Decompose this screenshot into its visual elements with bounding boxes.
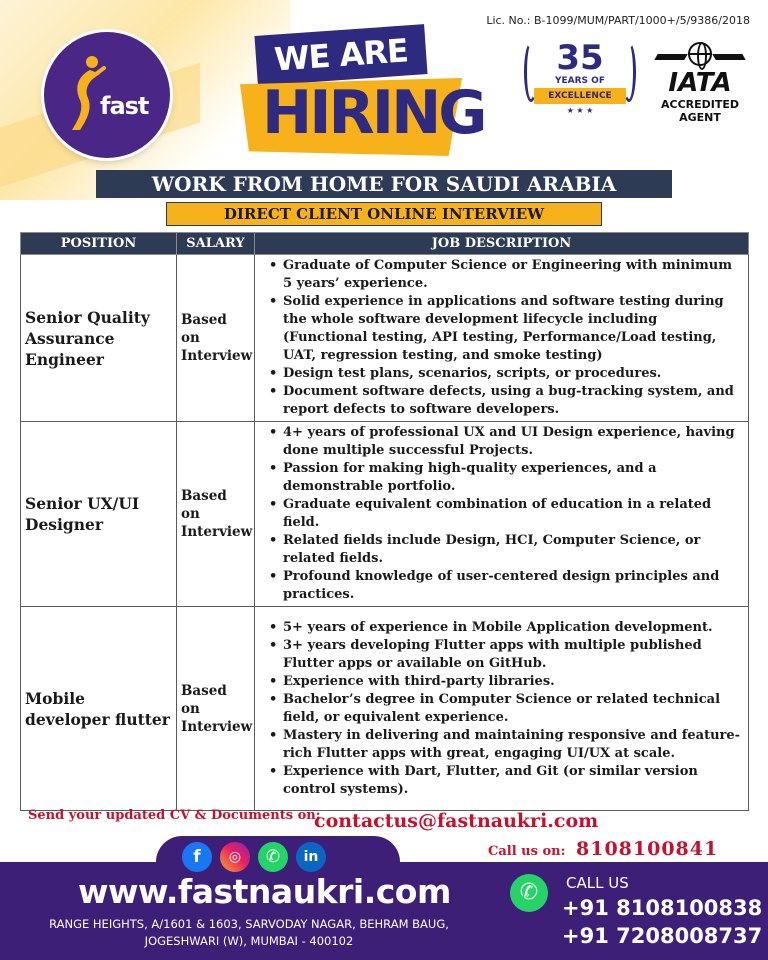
jobs-table: [20, 232, 749, 811]
address-line-1: RANGE HEIGHTS, A/1601 & 1603, SARVODAY NAGAR, BEHRAM BAUG,: [49, 917, 449, 931]
description-bullet: • Bachelor’s degree in Computer Science or related technical field, or equivalent experience.: [269, 691, 744, 727]
description-bullet: • Design test plans, scenarios, scripts, or procedures.: [269, 365, 744, 383]
position-cell: Senior Quality Assurance Engineer: [21, 255, 177, 422]
table-row: [21, 607, 749, 811]
footer-call-us-label: CALL US: [566, 874, 629, 892]
call-us-label: Call us on:: [488, 844, 566, 859]
linkedin-icon[interactable]: in: [296, 842, 326, 872]
description-bullet: • Solid experience in applications and software testing during the whole software development lifecycle including (Functional testing, API testing, Performance/Load testing, UAT, regression testing, and smoke testing): [269, 293, 744, 365]
description-cell: [255, 422, 749, 607]
description-bullet: • Document software defects, using a bug-tracking system, and report defects to software developers.: [269, 383, 744, 419]
position-cell: Mobile developer flutter: [21, 607, 177, 811]
footer-phone-1[interactable]: +91 8108100838: [562, 896, 763, 920]
badge-excellence-ribbon: EXCELLENCE: [534, 88, 626, 104]
logo-word: fast: [100, 92, 149, 120]
badge-years-number: 35: [556, 38, 604, 78]
description-bullet: • Experience with third-party libraries.: [269, 673, 744, 691]
description-list: [269, 257, 744, 419]
contact-email[interactable]: contactus@fastnaukri.com: [314, 810, 599, 832]
salary-cell: Based on Interview: [177, 607, 255, 811]
description-bullet: • Graduate of Computer Science or Engineering with minimum 5 years’ experience.: [269, 257, 744, 293]
badge-years-of: YEARS OF: [555, 76, 605, 86]
iata-name: IATA: [668, 68, 732, 98]
salary-cell: Based on Interview: [177, 422, 255, 607]
iata-logo: [650, 40, 750, 124]
salary-cell: Based on Interview: [177, 255, 255, 422]
description-bullet: • Profound knowledge of user-centered design principles and practices.: [269, 568, 744, 604]
description-bullet: • Graduate equivalent combination of education in a related field.: [269, 496, 744, 532]
description-bullet: • Related fields include Design, HCI, Computer Science, or related fields.: [269, 532, 744, 568]
header-salary: SALARY: [177, 233, 255, 255]
footer-phone-2[interactable]: +91 7208008737: [562, 924, 763, 948]
description-cell: [255, 255, 749, 422]
phone-icon: ✆: [510, 874, 548, 912]
send-cv-label: Send your updated CV & Documents on:: [28, 808, 321, 823]
call-number[interactable]: 8108100841: [576, 838, 719, 860]
license-number: Lic. No.: B-1099/MUM/PART/1000+/5/9386/2018: [486, 14, 750, 27]
address-line-2: JOGESHWARI (W), MUMBAI - 400102: [144, 934, 354, 948]
we-are-label: WE ARE: [254, 24, 427, 86]
iata-accredited-agent: ACCREDITED AGENT: [660, 98, 739, 124]
instagram-icon[interactable]: ◎: [220, 842, 250, 872]
iata-wing-icon: [654, 54, 687, 60]
hiring-label: HIRING: [262, 78, 485, 148]
description-bullet: • 3+ years developing Flutter apps with multiple published Flutter apps or available on GitHub.: [269, 637, 744, 673]
iata-globe-icon: [688, 42, 712, 66]
whatsapp-icon[interactable]: ✆: [258, 842, 288, 872]
iata-wing-icon: [712, 54, 745, 60]
description-bullet: • 5+ years of experience in Mobile Application development.: [269, 619, 744, 637]
description-bullet: • Passion for making high-quality experiences, and a demonstrable portfolio.: [269, 460, 744, 496]
description-list: [269, 619, 744, 799]
page-subtitle: DIRECT CLIENT ONLINE INTERVIEW: [166, 202, 602, 226]
table-row: [21, 422, 749, 607]
description-list: [269, 424, 744, 604]
header-position: POSITION: [21, 233, 177, 255]
description-bullet: • 4+ years of professional UX and UI Design experience, having done multiple successful Projects.: [269, 424, 744, 460]
table-header-row: [21, 233, 749, 255]
facebook-icon[interactable]: f: [182, 842, 212, 872]
badge-stars: ★ ★ ★: [566, 106, 594, 115]
description-bullet: • Mastery in delivering and maintaining responsive and feature-rich Flutter apps with great, engaging UI/UX at scale.: [269, 727, 744, 763]
position-cell: Senior UX/UI Designer: [21, 422, 177, 607]
header-job-description: JOB DESCRIPTION: [255, 233, 749, 255]
description-bullet: • Experience with Dart, Flutter, and Git (or similar version control systems).: [269, 763, 744, 799]
fast-logo: [44, 32, 170, 158]
description-cell: [255, 607, 749, 811]
website-link[interactable]: www.fastnaukri.com: [78, 872, 451, 911]
excellence-badge: [528, 38, 632, 124]
page-title: WORK FROM HOME FOR SAUDI ARABIA: [96, 170, 672, 198]
office-address: [14, 916, 484, 950]
table-row: [21, 255, 749, 422]
